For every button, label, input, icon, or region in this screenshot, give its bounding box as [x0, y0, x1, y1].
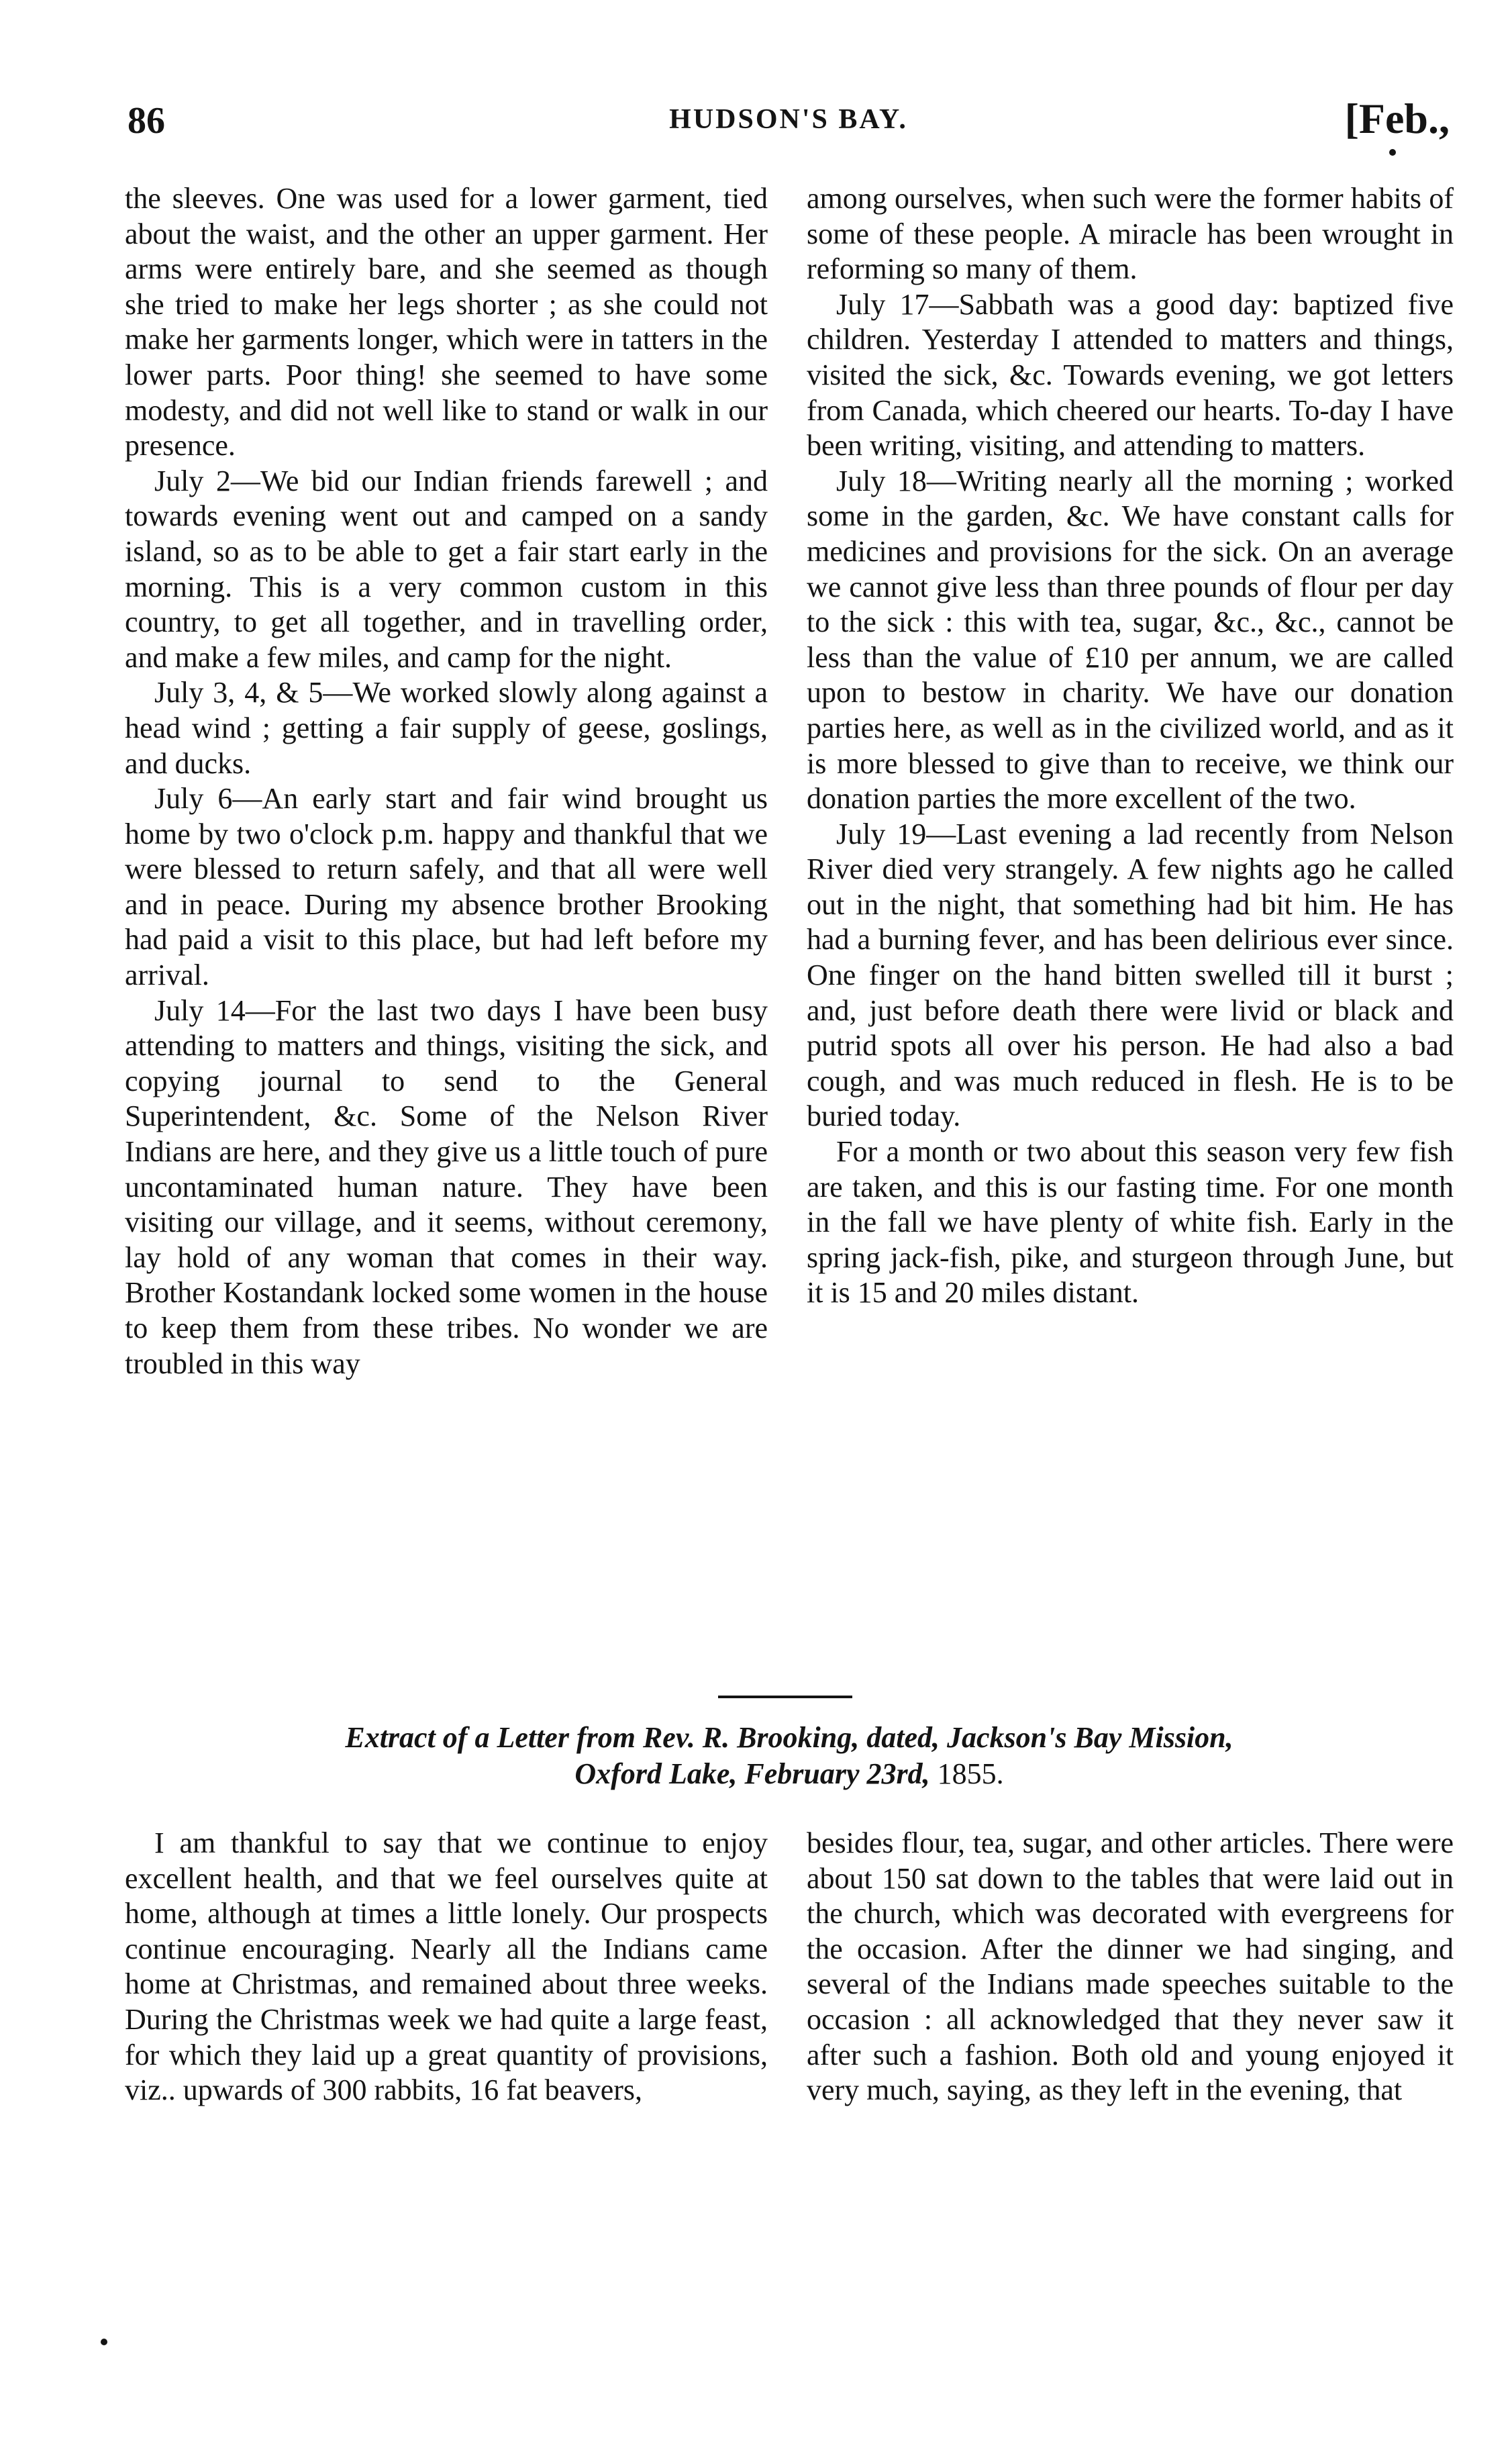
- paragraph: I am thankful to say that we continue to enjoy excellent health, and that we feel ourselves quite at home, although at times a little lonely. Our prospects continue encouraging. Nearly all the Indians came home at Christmas, and remained about three weeks. During the Christmas week we had quite a large feast, for which they laid up a great quantity of provisions, viz.. upwards of 300 rabbits, 16 fat beavers,: [125, 1826, 768, 2107]
- bottom-left-column: [125, 1826, 768, 2108]
- paragraph: July 3, 4, & 5—We worked slowly along against a head wind ; getting a fair supply of geese, goslings, and ducks.: [125, 676, 768, 780]
- section-divider: [718, 1696, 852, 1698]
- extract-heading-line: Extract of a Letter from Rev. R. Brooking, dated, Jackson's Bay Mission,: [345, 1721, 1233, 1754]
- paragraph: besides flour, tea, sugar, and other articles. There were about 150 sat down to the tables that were laid out in the church, which was decorated with evergreens for the occasion. After the dinner we had singing, and several of the Indians made speeches suitable to the occasion : all acknowledged that they never saw it after such a fashion. Both old and young enjoyed it very much, saying, as they left in the evening, that: [807, 1826, 1454, 2107]
- paragraph: July 17—Sabbath was a good day: baptized five children. Yesterday I attended to matters and things, visited the sick, &c. Towards evening, we got letters from Canada, which cheered our hearts. To-day I have been writing, visiting, and attending to matters.: [807, 287, 1454, 462]
- bottom-right-column: [807, 1826, 1454, 2108]
- paragraph: July 6—An early start and fair wind brought us home by two o'clock p.m. happy and thankful that we were blessed to return safely, and that all were well and in peace. During my absence brother Brooking had paid a visit to this place, but had left before my arrival.: [125, 782, 768, 992]
- margin-speck: [101, 2339, 107, 2345]
- running-title: HUDSON'S BAY.: [669, 104, 908, 135]
- print-speck: [1389, 149, 1396, 156]
- paragraph: July 14—For the last two days I have been busy attending to matters and things, visiting the sick, and copying journal to send to the General Superintendent, &c. Some of the Nelson River Indians are here, and they give us a little touch of pure uncontaminated human nature. They have been visiting our village, and it seems, without ceremony, lay hold of any woman that comes in their way. Brother Kostandank locked some women in the house to keep them from these tribes. No wonder we are troubled in this way: [125, 993, 768, 1380]
- running-date: [Feb.,: [1344, 95, 1450, 142]
- paragraph: July 18—Writing nearly all the morning ; worked some in the garden, &c. We have constant calls for medicines and provisions for the sick. On an average we cannot give less than three pounds of flour per day to the sick : this with tea, sugar, &c., &c., cannot be less than the value of £10 per annum, we are called upon to bestow in charity. We have our donation parties here, as well as in the civilized world, and as it is more blessed to give than to receive, we think our donation parties the more excellent of the two.: [807, 464, 1454, 816]
- top-left-column: [125, 181, 768, 1381]
- paragraph: among ourselves, when such were the former habits of some of these people. A miracle has been wrought in reforming so many of them.: [807, 182, 1454, 286]
- running-head: [128, 94, 1450, 148]
- paragraph: July 2—We bid our Indian friends farewell ; and towards evening went out and camped on a sandy island, so as to be able to get a fair start early in the morning. This is a very common custom in this country, to get all together, and in travelling order, and make a few miles, and camp for the night.: [125, 464, 768, 674]
- extract-heading-place-date: Oxford Lake, February 23rd,: [574, 1757, 930, 1790]
- extract-heading-line: [125, 1756, 1454, 1792]
- extract-heading-year: 1855.: [937, 1757, 1004, 1790]
- paragraph: For a month or two about this season very few fish are taken, and this is our fasting time. For one month in the fall we have plenty of white fish. Early in the spring jack-fish, pike, and sturgeon through June, but it is 15 and 20 miles distant.: [807, 1135, 1454, 1310]
- paragraph: July 19—Last evening a lad recently from Nelson River died very strangely. A few nights ago he called out in the night, that something had bit him. He has had a burning fever, and has been delirious ever since. One finger on the hand bitten swelled till it burst ; and, just before death there were livid or black and putrid spots all over his person. He had also a bad cough, and was much reduced in flesh. He is to be buried today.: [807, 817, 1454, 1133]
- top-right-column: [807, 181, 1454, 1311]
- extract-heading: [125, 1720, 1454, 1792]
- paragraph: the sleeves. One was used for a lower garment, tied about the waist, and the other an upper garment. Her arms were entirely bare, and she seemed as though she tried to make her legs shorter ; as she could not make her garments longer, which were in tatters in the lower parts. Poor thing! she seemed to have some modesty, and did not well like to stand or walk in our presence.: [125, 182, 768, 462]
- page-number: 86: [128, 100, 165, 142]
